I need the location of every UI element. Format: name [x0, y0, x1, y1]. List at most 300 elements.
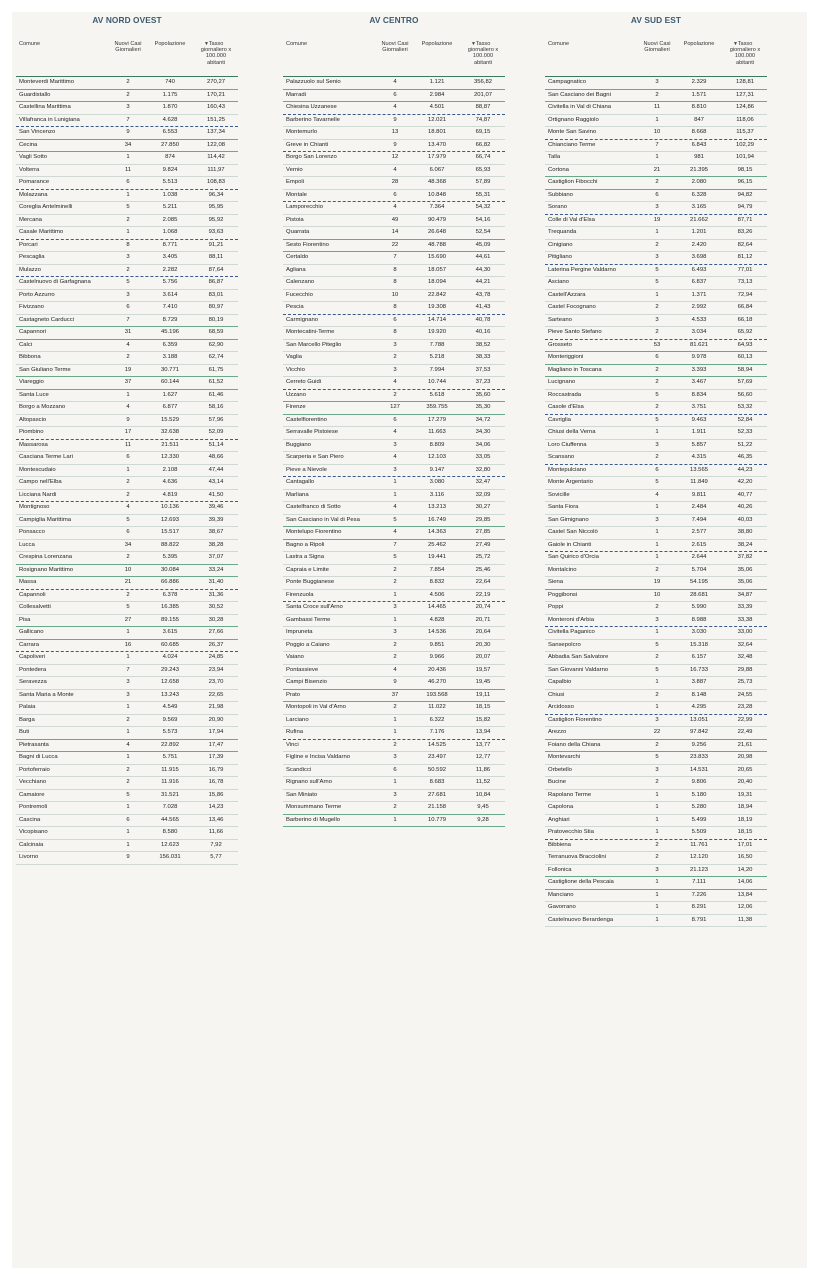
cell-nuovi-casi: 5 [655, 279, 659, 285]
table-row [545, 215, 767, 228]
cell-tasso: 15,82 [475, 716, 491, 723]
cell-tasso: 66,18 [737, 316, 753, 323]
table-row [16, 402, 238, 415]
table-row [16, 565, 238, 578]
table-row [16, 515, 238, 528]
cell-nuovi-casi: 3 [126, 104, 130, 110]
cell-popolazione: 2.484 [691, 504, 707, 510]
cell-popolazione: 11.916 [161, 779, 179, 785]
table-row [283, 552, 505, 565]
col-header-comune[interactable]: Comune [548, 41, 570, 47]
table-row [545, 777, 767, 790]
cell-popolazione: 4.315 [691, 454, 707, 460]
table-row [545, 652, 767, 665]
cell-popolazione: 847 [694, 116, 704, 123]
cell-tasso: 25,46 [475, 566, 491, 573]
cell-popolazione: 3.615 [162, 629, 178, 635]
cell-popolazione: 18.057 [427, 266, 447, 273]
table-row [283, 76, 505, 90]
table-row [16, 827, 238, 840]
table-row [283, 690, 505, 703]
cell-popolazione: 8.668 [691, 129, 707, 135]
cell-tasso: 37,23 [475, 379, 491, 385]
cell-popolazione: 15.690 [427, 254, 447, 260]
col-header-tasso[interactable]: Tasso giornaliero x 100.000 abitanti [729, 41, 761, 66]
sort-desc-icon[interactable]: ▼ [204, 41, 209, 47]
table-row [283, 127, 505, 140]
cell-popolazione: 1.627 [162, 391, 178, 398]
cell-tasso: 31,36 [208, 591, 224, 598]
cell-tasso: 20,30 [475, 641, 491, 648]
cell-tasso: 11,52 [475, 779, 491, 785]
cell-nuovi-casi: 127 [390, 404, 400, 410]
cell-nuovi-casi: 2 [655, 604, 659, 610]
cell-popolazione: 6.157 [691, 654, 707, 660]
cell-popolazione: 30.771 [160, 366, 180, 373]
cell-popolazione: 3.188 [162, 354, 178, 360]
cell-nuovi-casi: 1 [126, 229, 130, 235]
cell-tasso: 52,54 [475, 229, 491, 235]
cell-nuovi-casi: 8 [126, 241, 130, 248]
cell-comune: Montescudaio [19, 466, 56, 473]
cell-popolazione: 81.621 [689, 341, 709, 348]
cell-tasso: 64,93 [737, 341, 753, 348]
cell-nuovi-casi: 1 [655, 541, 659, 548]
cell-tasso: 58,94 [737, 366, 753, 373]
cell-popolazione: 12.021 [427, 116, 447, 123]
cell-popolazione: 14.531 [689, 766, 709, 773]
cell-popolazione: 8.809 [429, 441, 445, 448]
cell-popolazione: 6.493 [691, 266, 707, 273]
cell-nuovi-casi: 10 [653, 129, 661, 135]
cell-nuovi-casi: 34 [124, 541, 132, 548]
cell-popolazione: 8.988 [691, 616, 707, 623]
cell-tasso: 41,50 [208, 491, 224, 498]
table-row [16, 777, 238, 790]
cell-comune: Montemurlo [286, 129, 318, 135]
cell-comune: Gavorrano [548, 904, 576, 910]
cell-popolazione: 12.103 [427, 454, 447, 460]
cell-nuovi-casi: 2 [393, 354, 397, 360]
cell-tasso: 53,32 [737, 404, 753, 410]
cell-popolazione: 1.371 [691, 291, 707, 298]
table-row [545, 352, 767, 365]
cell-nuovi-casi: 4 [393, 429, 397, 435]
table-row [16, 740, 238, 753]
cell-tasso: 95,92 [208, 216, 224, 223]
table-row [545, 277, 767, 290]
cell-nuovi-casi: 1 [393, 491, 397, 498]
cell-nuovi-casi: 2 [655, 329, 659, 335]
table-row [545, 702, 767, 715]
cell-comune: San Casciano dei Bagni [548, 91, 611, 98]
cell-popolazione: 5.704 [691, 566, 707, 573]
cell-tasso: 35,06 [737, 566, 753, 573]
cell-comune: Vaglia [286, 354, 302, 360]
table-row [283, 515, 505, 528]
table-row [16, 440, 238, 453]
cell-nuovi-casi: 2 [393, 741, 397, 748]
cell-tasso: 11,38 [737, 916, 753, 923]
table-row [545, 452, 767, 465]
cell-nuovi-casi: 4 [126, 741, 130, 748]
cell-tasso: 9,45 [477, 804, 489, 810]
cell-popolazione: 3.467 [691, 379, 707, 385]
cell-comune: Castelfiorentino [286, 416, 327, 423]
cell-popolazione: 5.513 [162, 179, 178, 185]
table-row [283, 540, 505, 553]
table-row [545, 602, 767, 615]
cell-nuovi-casi: 2 [393, 391, 397, 398]
cell-nuovi-casi: 4 [393, 104, 397, 110]
table-row [545, 440, 767, 453]
cell-popolazione: 50.592 [427, 766, 447, 773]
cell-nuovi-casi: 2 [655, 241, 659, 248]
table-row [545, 177, 767, 190]
cell-tasso: 10,84 [475, 791, 491, 798]
cell-comune: Porto Azzurro [19, 291, 55, 298]
cell-comune: Bagni di Lucca [19, 754, 58, 760]
table-body [16, 76, 238, 865]
table-row [545, 802, 767, 815]
table-row [545, 140, 767, 153]
cell-tasso: 82,64 [737, 241, 753, 248]
cell-nuovi-casi: 5 [655, 416, 659, 423]
cell-tasso: 40,03 [737, 516, 753, 523]
cell-comune: Ponsacco [19, 529, 45, 535]
cell-popolazione: 2.992 [691, 304, 707, 310]
cell-tasso: 52,33 [737, 429, 753, 435]
table-row [16, 627, 238, 640]
cell-popolazione: 9.569 [162, 716, 178, 723]
cell-comune: Campagnatico [548, 79, 586, 85]
table-row [16, 415, 238, 428]
cell-tasso: 11,86 [475, 766, 491, 773]
table-row [283, 402, 505, 415]
cell-tasso: 81,12 [737, 254, 753, 260]
cell-popolazione: 66.886 [160, 579, 180, 585]
col-header-popolazione[interactable]: Popolazione [421, 41, 453, 47]
table-row [16, 252, 238, 265]
cell-popolazione: 15.517 [160, 529, 180, 535]
table-row [16, 752, 238, 765]
table-row [283, 627, 505, 640]
cell-nuovi-casi: 7 [126, 666, 130, 673]
cell-comune: Montignoso [19, 504, 50, 510]
cell-nuovi-casi: 2 [393, 641, 397, 648]
cell-comune: Santa Croce sull'Arno [286, 604, 343, 610]
cell-tasso: 87,64 [208, 266, 224, 273]
table-row [545, 290, 767, 303]
table-row [545, 365, 767, 378]
cell-popolazione: 19.441 [427, 554, 447, 560]
cell-comune: San Giuliano Terme [19, 366, 71, 373]
cell-nuovi-casi: 2 [655, 404, 659, 410]
cell-comune: Empoli [286, 179, 305, 185]
cell-comune: Pieve Santo Stefano [548, 329, 602, 335]
cell-tasso: 57,69 [737, 379, 753, 385]
cell-popolazione: 359.755 [426, 404, 448, 410]
cell-nuovi-casi: 8 [393, 329, 397, 335]
col-header-comune[interactable]: Comune [19, 41, 41, 47]
cell-tasso: 18,94 [737, 804, 753, 810]
cell-tasso: 101,94 [735, 154, 755, 160]
cell-comune: Camaiore [19, 791, 45, 798]
cell-comune: Altopascio [19, 416, 47, 423]
cell-nuovi-casi: 10 [124, 566, 132, 573]
cell-nuovi-casi: 1 [126, 829, 130, 835]
cell-nuovi-casi: 11 [124, 441, 132, 448]
cell-nuovi-casi: 2 [393, 566, 397, 573]
cell-tasso: 47,44 [208, 466, 224, 473]
cell-nuovi-casi: 1 [655, 904, 659, 910]
cell-nuovi-casi: 7 [126, 316, 130, 323]
table-row [283, 102, 505, 115]
table-row [545, 115, 767, 128]
table-row [283, 615, 505, 628]
table-row [283, 227, 505, 240]
cell-popolazione: 12.623 [160, 841, 180, 848]
table-row [283, 90, 505, 103]
cell-popolazione: 97.842 [689, 729, 709, 735]
table-row [16, 140, 238, 153]
cell-popolazione: 9.824 [162, 166, 178, 173]
cell-nuovi-casi: 1 [655, 704, 659, 710]
cell-nuovi-casi: 2 [126, 491, 130, 498]
table-row [16, 152, 238, 165]
cell-comune: Capalbio [548, 679, 572, 685]
cell-nuovi-casi: 1 [655, 229, 659, 235]
cell-comune: Santa Fiora [548, 504, 579, 510]
cell-popolazione: 8.148 [691, 691, 707, 698]
cell-nuovi-casi: 3 [393, 366, 397, 373]
table-row [545, 490, 767, 503]
cell-popolazione: 19.920 [427, 329, 447, 335]
table-row [283, 490, 505, 503]
cell-comune: Gallicano [19, 629, 44, 635]
cell-nuovi-casi: 6 [393, 766, 397, 773]
cell-tasso: 128,81 [735, 79, 755, 85]
cell-popolazione: 12.658 [160, 679, 180, 685]
cell-tasso: 32,09 [475, 491, 491, 498]
cell-comune: Volterra [19, 166, 40, 173]
cell-tasso: 115,37 [736, 129, 754, 135]
cell-tasso: 18,19 [737, 816, 753, 823]
sort-desc-icon[interactable]: ▼ [733, 41, 738, 47]
cell-popolazione: 1.068 [162, 229, 178, 235]
cell-tasso: 44,23 [737, 466, 753, 473]
table-row [283, 140, 505, 153]
cell-tasso: 11,66 [208, 829, 224, 835]
cell-nuovi-casi: 1 [126, 629, 130, 635]
cell-tasso: 62,74 [208, 354, 224, 360]
col-header-nuovi-casi[interactable]: Nuovi Casi Giornalieri [381, 41, 409, 54]
table-row [16, 690, 238, 703]
table-row [16, 290, 238, 303]
cell-tasso: 13,77 [475, 741, 491, 748]
cell-comune: Castelnuovo Berardenga [548, 916, 614, 923]
cell-tasso: 65,92 [737, 329, 753, 335]
table-row [283, 215, 505, 228]
cell-tasso: 57,89 [475, 179, 491, 185]
table-row [283, 352, 505, 365]
cell-tasso: 69,15 [475, 129, 491, 135]
cell-popolazione: 5.990 [691, 604, 707, 610]
cell-tasso: 22,65 [208, 691, 224, 698]
cell-tasso: 38,33 [475, 354, 491, 360]
cell-nuovi-casi: 4 [393, 166, 397, 173]
cell-tasso: 54,32 [475, 204, 491, 210]
cell-comune: Poppi [548, 604, 564, 610]
cell-popolazione: 4.628 [162, 116, 178, 123]
cell-comune: Livorno [19, 854, 39, 860]
col-header-nuovi-casi[interactable]: Nuovi Casi Giornalieri [643, 41, 671, 54]
col-header-popolazione[interactable]: Popolazione [154, 41, 186, 47]
table-row [283, 265, 505, 278]
col-header-nuovi-casi[interactable]: Nuovi Casi Giornalieri [114, 41, 142, 54]
cell-nuovi-casi: 3 [126, 254, 130, 260]
table-row [16, 277, 238, 290]
table-row [545, 577, 767, 590]
cell-comune: Cantagallo [286, 479, 315, 485]
cell-comune: Montecatini-Terme [286, 329, 335, 335]
table-row [283, 290, 505, 303]
cell-popolazione: 5.395 [162, 554, 178, 560]
cell-popolazione: 3.034 [691, 329, 707, 335]
cell-nuovi-casi: 19 [653, 579, 661, 585]
cell-nuovi-casi: 8 [393, 304, 397, 310]
col-header-tasso[interactable]: Tasso giornaliero x 100.000 abitanti [200, 41, 232, 66]
col-header-popolazione[interactable]: Popolazione [683, 41, 715, 47]
cell-nuovi-casi: 1 [655, 291, 659, 298]
cell-tasso: 37,07 [208, 554, 224, 560]
cell-nuovi-casi: 3 [655, 316, 659, 323]
cell-comune: Bucine [548, 779, 567, 785]
cell-comune: Cecina [19, 141, 38, 148]
cell-comune: Castiglion Fiorentino [548, 716, 602, 723]
cell-comune: Grosseto [548, 341, 572, 348]
cell-tasso: 72,94 [737, 291, 753, 298]
cell-nuovi-casi: 4 [393, 666, 397, 673]
cell-popolazione: 4.636 [162, 479, 178, 485]
cell-nuovi-casi: 3 [655, 766, 659, 773]
table-row [283, 677, 505, 690]
cell-popolazione: 11.761 [690, 841, 708, 848]
cell-tasso: 33,24 [208, 566, 224, 573]
cell-comune: Firenzuola [286, 591, 314, 598]
cell-comune: Collesalvetti [19, 604, 51, 610]
cell-popolazione: 28.681 [689, 591, 709, 598]
cell-tasso: 33,00 [737, 629, 753, 635]
table-row [16, 640, 238, 653]
table-row [545, 552, 767, 565]
table-row [16, 190, 238, 203]
cell-nuovi-casi: 1 [655, 916, 659, 923]
cell-comune: Castelfranco di Sotto [286, 504, 341, 510]
cell-tasso: 83,26 [737, 229, 753, 235]
sort-desc-icon[interactable]: ▼ [471, 41, 476, 47]
cell-tasso: 20,64 [475, 629, 491, 635]
cell-popolazione: 12.693 [160, 516, 180, 523]
cell-nuovi-casi: 5 [655, 754, 659, 760]
table-row [16, 165, 238, 178]
cell-tasso: 87,71 [737, 216, 753, 223]
table-row [545, 665, 767, 678]
cell-popolazione: 60.685 [160, 641, 180, 648]
cell-comune: Sorano [548, 204, 567, 210]
table-row [283, 277, 505, 290]
cell-tasso: 44,21 [475, 279, 491, 285]
cell-nuovi-casi: 6 [126, 304, 130, 310]
col-header-tasso[interactable]: Tasso giornaliero x 100.000 abitanti [467, 41, 499, 66]
cell-popolazione: 45.196 [160, 329, 180, 335]
cell-tasso: 44,61 [475, 254, 491, 260]
cell-tasso: 12,06 [737, 904, 753, 910]
cell-comune: Molazzana [19, 191, 48, 198]
cell-comune: Asciano [548, 279, 569, 285]
cell-comune: Castell'Azzara [548, 291, 586, 298]
cell-tasso: 5,77 [210, 854, 222, 860]
cell-popolazione: 7.176 [429, 729, 445, 735]
cell-popolazione: 46.270 [427, 679, 447, 685]
cell-tasso: 127,31 [735, 91, 755, 98]
table-row [16, 76, 238, 90]
cell-nuovi-casi: 1 [655, 154, 659, 160]
cell-nuovi-casi: 5 [393, 554, 397, 560]
cell-comune: Capannori [19, 329, 47, 335]
cell-nuovi-casi: 2 [126, 766, 130, 773]
cell-comune: Scarperia e San Piero [286, 454, 344, 460]
cell-popolazione: 7.410 [162, 304, 178, 310]
cell-comune: Arezzo [548, 729, 567, 735]
cell-tasso: 96,15 [737, 179, 753, 185]
cell-popolazione: 5.180 [691, 791, 707, 798]
cell-comune: Pratovecchio Stia [548, 829, 594, 835]
cell-tasso: 30,27 [475, 504, 491, 510]
cell-comune: Trequanda [548, 229, 577, 235]
cell-tasso: 23,94 [208, 666, 224, 673]
cell-tasso: 22,64 [475, 579, 491, 585]
cell-tasso: 20,65 [737, 766, 753, 773]
cell-nuovi-casi: 3 [393, 754, 397, 760]
table-row [16, 540, 238, 553]
cell-tasso: 118,06 [736, 116, 754, 123]
cell-comune: Pieve a Nievole [286, 466, 327, 473]
cell-popolazione: 22.892 [160, 741, 180, 748]
cell-nuovi-casi: 13 [391, 129, 399, 135]
cell-comune: Uzzano [286, 391, 306, 398]
table-row [545, 302, 767, 315]
cell-popolazione: 13.565 [689, 466, 709, 473]
cell-nuovi-casi: 6 [126, 816, 130, 823]
cell-comune: Sovicille [548, 491, 570, 498]
table-row [16, 802, 238, 815]
cell-popolazione: 11.915 [161, 766, 179, 773]
col-header-comune[interactable]: Comune [286, 41, 308, 47]
table-row [283, 765, 505, 778]
table-row [283, 777, 505, 790]
cell-nuovi-casi: 28 [391, 179, 399, 185]
cell-tasso: 38,28 [208, 541, 224, 548]
cell-comune: Ponte Buggianese [286, 579, 335, 585]
cell-popolazione: 9.463 [691, 416, 707, 423]
cell-tasso: 21,61 [737, 741, 753, 748]
cell-comune: Chiesina Uzzanese [286, 104, 337, 110]
cell-nuovi-casi: 5 [655, 666, 659, 673]
cell-tasso: 74,87 [475, 116, 491, 123]
cell-popolazione: 10.744 [427, 379, 447, 385]
table-row [16, 465, 238, 478]
